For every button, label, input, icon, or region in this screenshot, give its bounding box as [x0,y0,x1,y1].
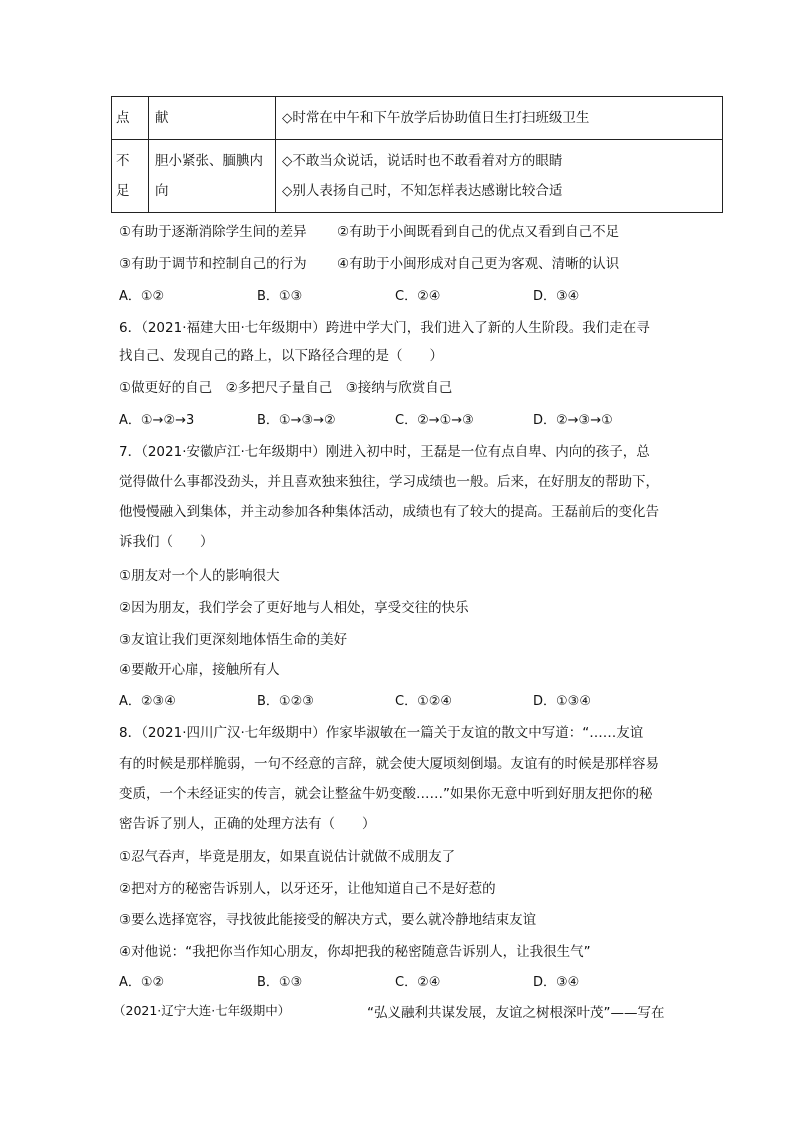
category-line: 足 [116,183,130,199]
option-b[interactable]: B．①②③ [257,694,314,709]
table-row [112,97,723,140]
option-b[interactable]: B．①③ [257,975,303,990]
trait-line: 胆小紧张、腼腆内 [155,153,263,169]
trait-line: 向 [155,183,169,199]
category-line: 不 [116,153,130,169]
table-cell-trait: 献 [149,97,276,140]
statement: ④有助于小闽形成对自己更为客观、清晰的认识 [337,256,620,272]
q6-statements: ①做更好的自己 ②多把尺子量自己 ③接纳与欣赏自己 [119,380,453,396]
q6-stem: 6．（2021·福建大田·七年级期中）跨进中学大门，我们进入了新的人生阶段。我们走在寻 [119,320,650,336]
table-cell-category: 点 [112,97,149,140]
statement: ①有助于逐渐消除学生间的差异 [119,224,307,240]
option-b[interactable]: B．①③ [257,289,303,304]
q5-statements-row [119,252,719,272]
q6-options [119,409,719,429]
q6-stem: 找自己、发现自己的路上，以下路径合理的是（ ） [119,348,443,364]
option-d[interactable]: D．③④ [533,289,580,304]
q9-stem [113,1001,713,1019]
q7-options [119,690,719,710]
statement: ①忍气吞声，毕竟是朋友，如果直说估计就做不成朋友了 [119,849,456,865]
q8-stem: 密告诉了别人，正确的处理方法有（ ） [119,816,376,832]
option-d[interactable]: D．③④ [533,975,580,990]
option-d[interactable]: D．①③④ [533,694,591,709]
q8-stem: 变质，一个未经证实的传言，就会让整盆牛奶变酸……”如果你无意中听到好朋友把你的秘 [119,786,653,802]
option-a[interactable]: A．②③④ [119,694,176,709]
option-c[interactable]: C．①②④ [395,694,453,709]
table-cell-trait [149,140,276,213]
table-cell-behavior [276,140,723,213]
option-b[interactable]: B．①→③→② [257,413,336,428]
table-row [112,140,723,213]
statement: ④要敞开心扉，接触所有人 [119,662,280,678]
statement: ④对他说：“我把你当作知心朋友，你却把我的秘密随意告诉别人，让我很生气” [119,944,591,960]
behavior-line: ◇不敢当众说话，说话时也不敢看着对方的眼睛 [282,153,563,169]
q5-options [119,285,719,305]
statement: ③友谊让我们更深刻地体悟生命的美好 [119,632,348,648]
statement: ③要么选择宽容，寻找彼此能接受的解决方式，要么就冷静地结束友谊 [119,912,537,928]
option-a[interactable]: A．①→②→3 [119,413,195,428]
q7-stem: 诉我们（ ） [119,534,214,550]
q8-options [119,971,719,991]
self-evaluation-table [111,96,723,213]
statement: ②把对方的秘密告诉别人，以牙还牙，让他知道自己不是好惹的 [119,881,496,897]
q7-stem: 7．（2021·安徽庐江·七年级期中）刚进入初中时，王磊是一位有点自卑、内向的孩子，总 [119,444,650,460]
q7-stem: 他慢慢融入到集体，并主动参加各种集体活动，成绩也有了较大的提高。王磊前后的变化告 [119,504,659,520]
statement: ①朋友对一个人的影响很大 [119,568,280,584]
q8-stem: 8．（2021·四川广汉·七年级期中）作家毕淑敏在一篇关于友谊的散文中写道：“……友谊 [119,725,644,741]
q8-stem: 有的时候是那样脆弱，一句不经意的言辞，就会使大厦顷刻倒塌。友谊有的时候是那样容易 [119,756,659,772]
statement: ③有助于调节和控制自己的行为 [119,256,307,272]
option-c[interactable]: C．②→①→③ [395,413,474,428]
q5-statements-row [119,220,719,240]
question-text: “弘义融利共谋发展，友谊之树根深叶茂”——写在 [367,1005,665,1021]
behavior-line: ◇别人表扬自己时，不知怎样表达感谢比较合适 [282,183,563,199]
option-d[interactable]: D．②→③→① [533,413,613,428]
option-a[interactable]: A．①② [119,975,165,990]
q7-stem: 觉得做什么事都没劲头，并且喜欢独来独往，学习成绩也一般。后来，在好朋友的帮助下， [119,474,659,490]
option-a[interactable]: A．①② [119,289,165,304]
option-c[interactable]: C．②④ [395,975,441,990]
option-c[interactable]: C．②④ [395,289,441,304]
statement: ②有助于小闽既看到自己的优点又看到自己不足 [337,224,620,240]
statement: ②因为朋友，我们学会了更好地与人相处，享受交往的快乐 [119,600,469,616]
question-source: （2021·辽宁大连·七年级期中） [113,1003,291,1018]
table-cell-category [112,140,149,213]
table-cell-behavior: ◇时常在中午和下午放学后协助值日生打扫班级卫生 [276,97,723,140]
